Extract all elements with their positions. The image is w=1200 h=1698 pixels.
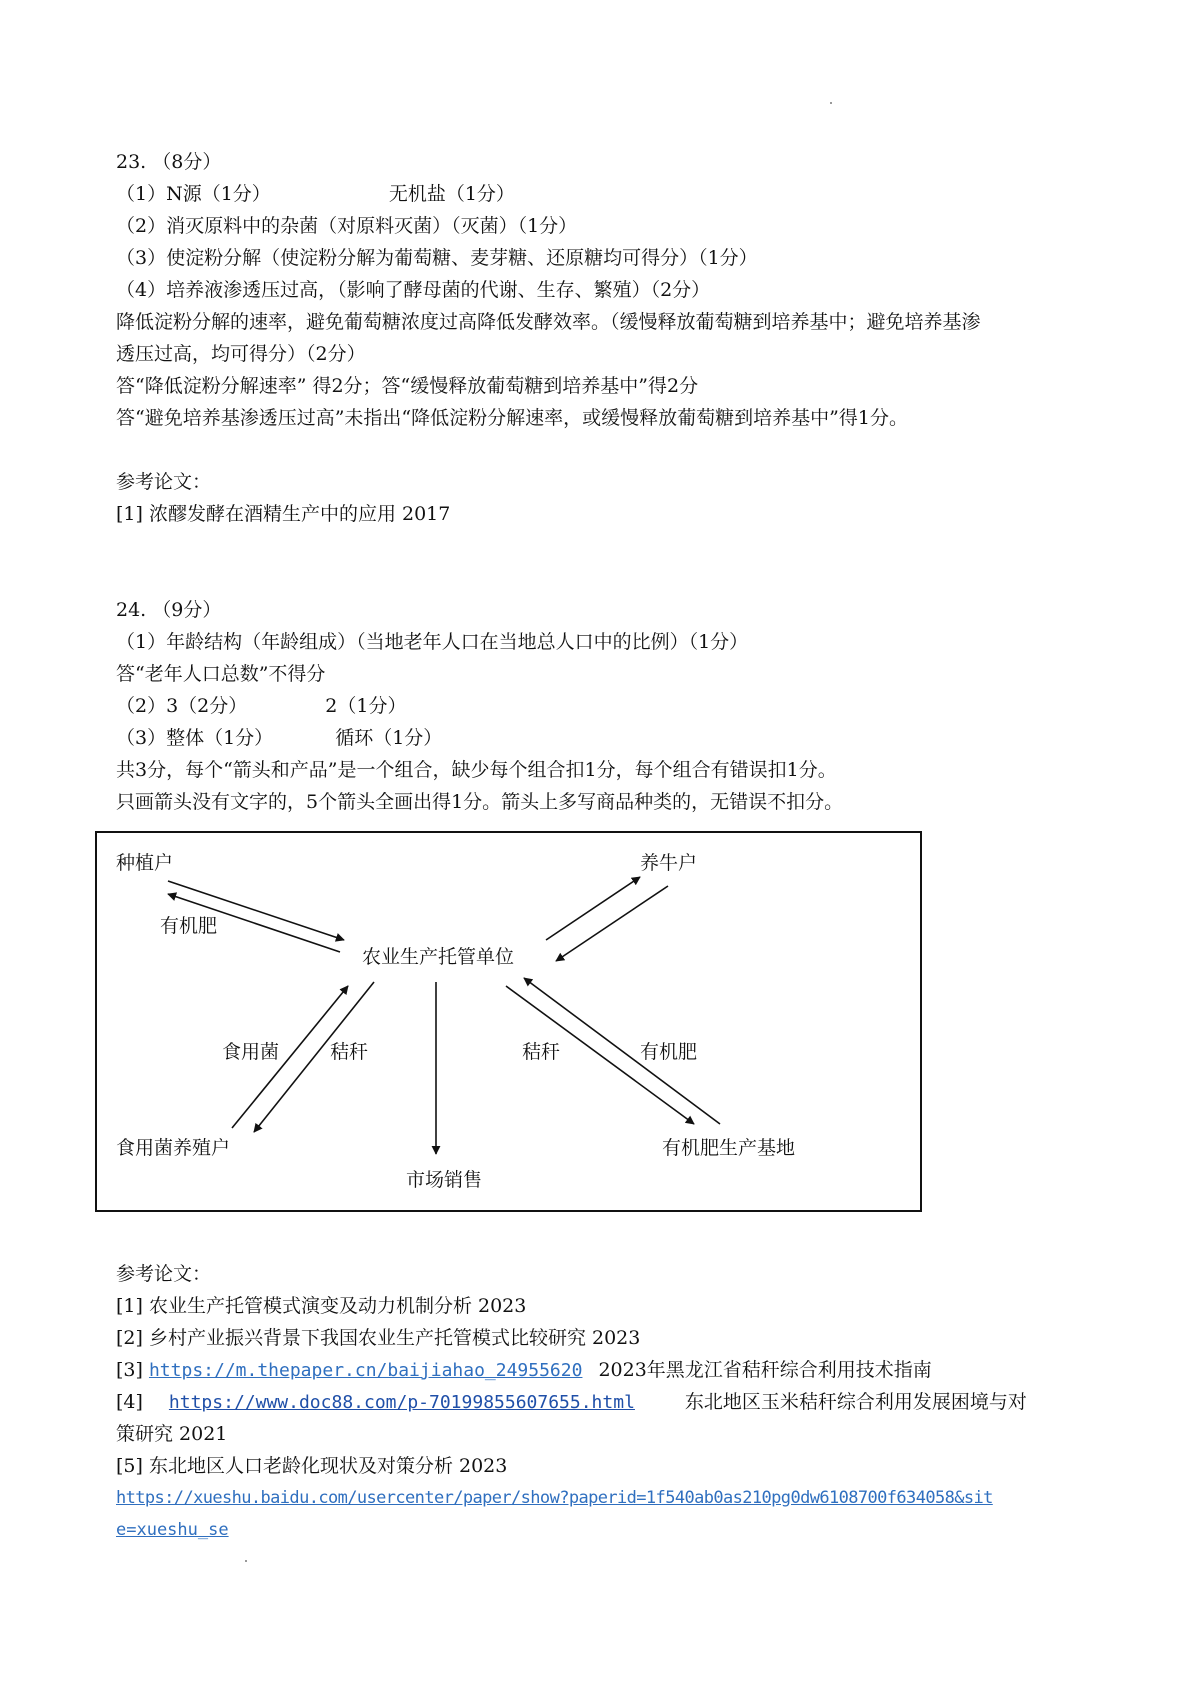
ref-4-link[interactable]: https://www.doc88.com/p-70199855607655.html [168, 1392, 635, 1413]
ref-1: [1] 农业生产托管模式演变及动力机制分析 2023 [116, 1295, 527, 1317]
node-mushroom-farmer: 食用菌养殖户 [116, 1137, 231, 1159]
q23-title: 23. （8分） [116, 151, 222, 173]
arrow-cattle-to-center [556, 886, 668, 961]
ref-2: [2] 乡村产业振兴背景下我国农业生产托管模式比较研究 2023 [116, 1327, 641, 1349]
label-straw-left: 秸秆 [330, 1041, 369, 1063]
ref-4-continued: 策研究 2021 [116, 1423, 228, 1445]
ref-3-title: 2023年黑龙江省秸秆综合利用技术指南 [598, 1359, 932, 1381]
q24-answer-2: 2（1分） [325, 695, 407, 717]
q23-line8: 答“避免培养基渗透压过高”未指出“降低淀粉分解速率，或缓慢释放葡萄糖到培养基中”得1分。 [116, 407, 908, 429]
node-center: 农业生产托管单位 [362, 946, 515, 968]
node-fertilizer-base: 有机肥生产基地 [662, 1137, 796, 1159]
q23-answer-salt: 无机盐（1分） [388, 183, 515, 205]
q23-line4: （4）培养液渗透压过高，（影响了酵母菌的代谢、生存、繁殖）（2分） [116, 279, 711, 301]
ref-3 [116, 1358, 932, 1383]
q23-line2: （2）消灭原料中的杂菌（对原料灭菌）（灭菌）（1分） [116, 215, 578, 237]
ref-5: [5] 东北地区人口老龄化现状及对策分析 2023 [116, 1455, 508, 1477]
q23-line6: 透压过高，均可得分）（2分） [116, 343, 366, 365]
q24-line1: （1）年龄结构（年龄组成）（当地老年人口在当地总人口中的比例）（1分） [116, 631, 749, 653]
q24-line5: 共3分，每个“箭头和产品”是一个组合，缺少每个组合扣1分，每个组合有错误扣1分。 [116, 759, 837, 781]
q23-answer-n-source: （1）N源（1分） [116, 183, 271, 205]
ref-3-link[interactable]: https://m.thepaper.cn/baijiahao_24955620 [148, 1360, 583, 1381]
ref-4-number: [4] [116, 1391, 143, 1413]
ref-5-link-line2[interactable]: e=xueshu_se [116, 1520, 229, 1540]
ref-4 [116, 1390, 1027, 1415]
label-fertilizer-right: 有机肥 [640, 1041, 698, 1063]
node-planter: 种植户 [116, 852, 174, 874]
q24-answer-whole: （3）整体（1分） [116, 727, 274, 749]
q24-line6: 只画箭头没有文字的，5个箭头全画出得1分。箭头上多写商品种类的，无错误不扣分。 [116, 791, 844, 813]
q24-line2: 答“老年人口总数”不得分 [116, 663, 326, 685]
q23-line3: （3）使淀粉分解（使淀粉分解为葡萄糖、麦芽糖、还原糖均可得分）（1分） [116, 247, 758, 269]
q23-ref-title: 参考论文： [116, 471, 212, 493]
ref-3-number: [3] [116, 1359, 143, 1381]
q24-answer-3: （2）3（2分） [116, 695, 248, 717]
q23-ref-1: [1] 浓醪发酵在酒精生产中的应用 2017 [116, 503, 451, 525]
node-cattle: 养牛户 [640, 852, 698, 874]
label-fertilizer-left: 有机肥 [160, 915, 218, 937]
q23-line7: 答“降低淀粉分解速率” 得2分；答“缓慢释放葡萄糖到培养基中”得2分 [116, 375, 699, 397]
refs-title: 参考论文： [116, 1263, 212, 1285]
arrow-center-to-cattle [546, 877, 640, 940]
node-market: 市场销售 [406, 1169, 483, 1191]
q24-title: 24. （9分） [116, 599, 222, 621]
q23-line5: 降低淀粉分解的速率，避免葡萄糖浓度过高降低发酵效率。（缓慢释放葡萄糖到培养基中；避免培养基渗 [116, 311, 981, 333]
label-mushroom: 食用菌 [222, 1041, 280, 1063]
label-straw-right: 秸秆 [522, 1041, 561, 1063]
ref-5-link-line1[interactable]: https://xueshu.baidu.com/usercenter/paper/show?paperid=1f540ab0as210pg0dw6108700f634058&sit [116, 1488, 993, 1508]
ref-4-title: 东北地区玉米秸秆综合利用发展困境与对 [684, 1391, 1027, 1413]
q24-answer-cycle: 循环（1分） [335, 727, 443, 749]
